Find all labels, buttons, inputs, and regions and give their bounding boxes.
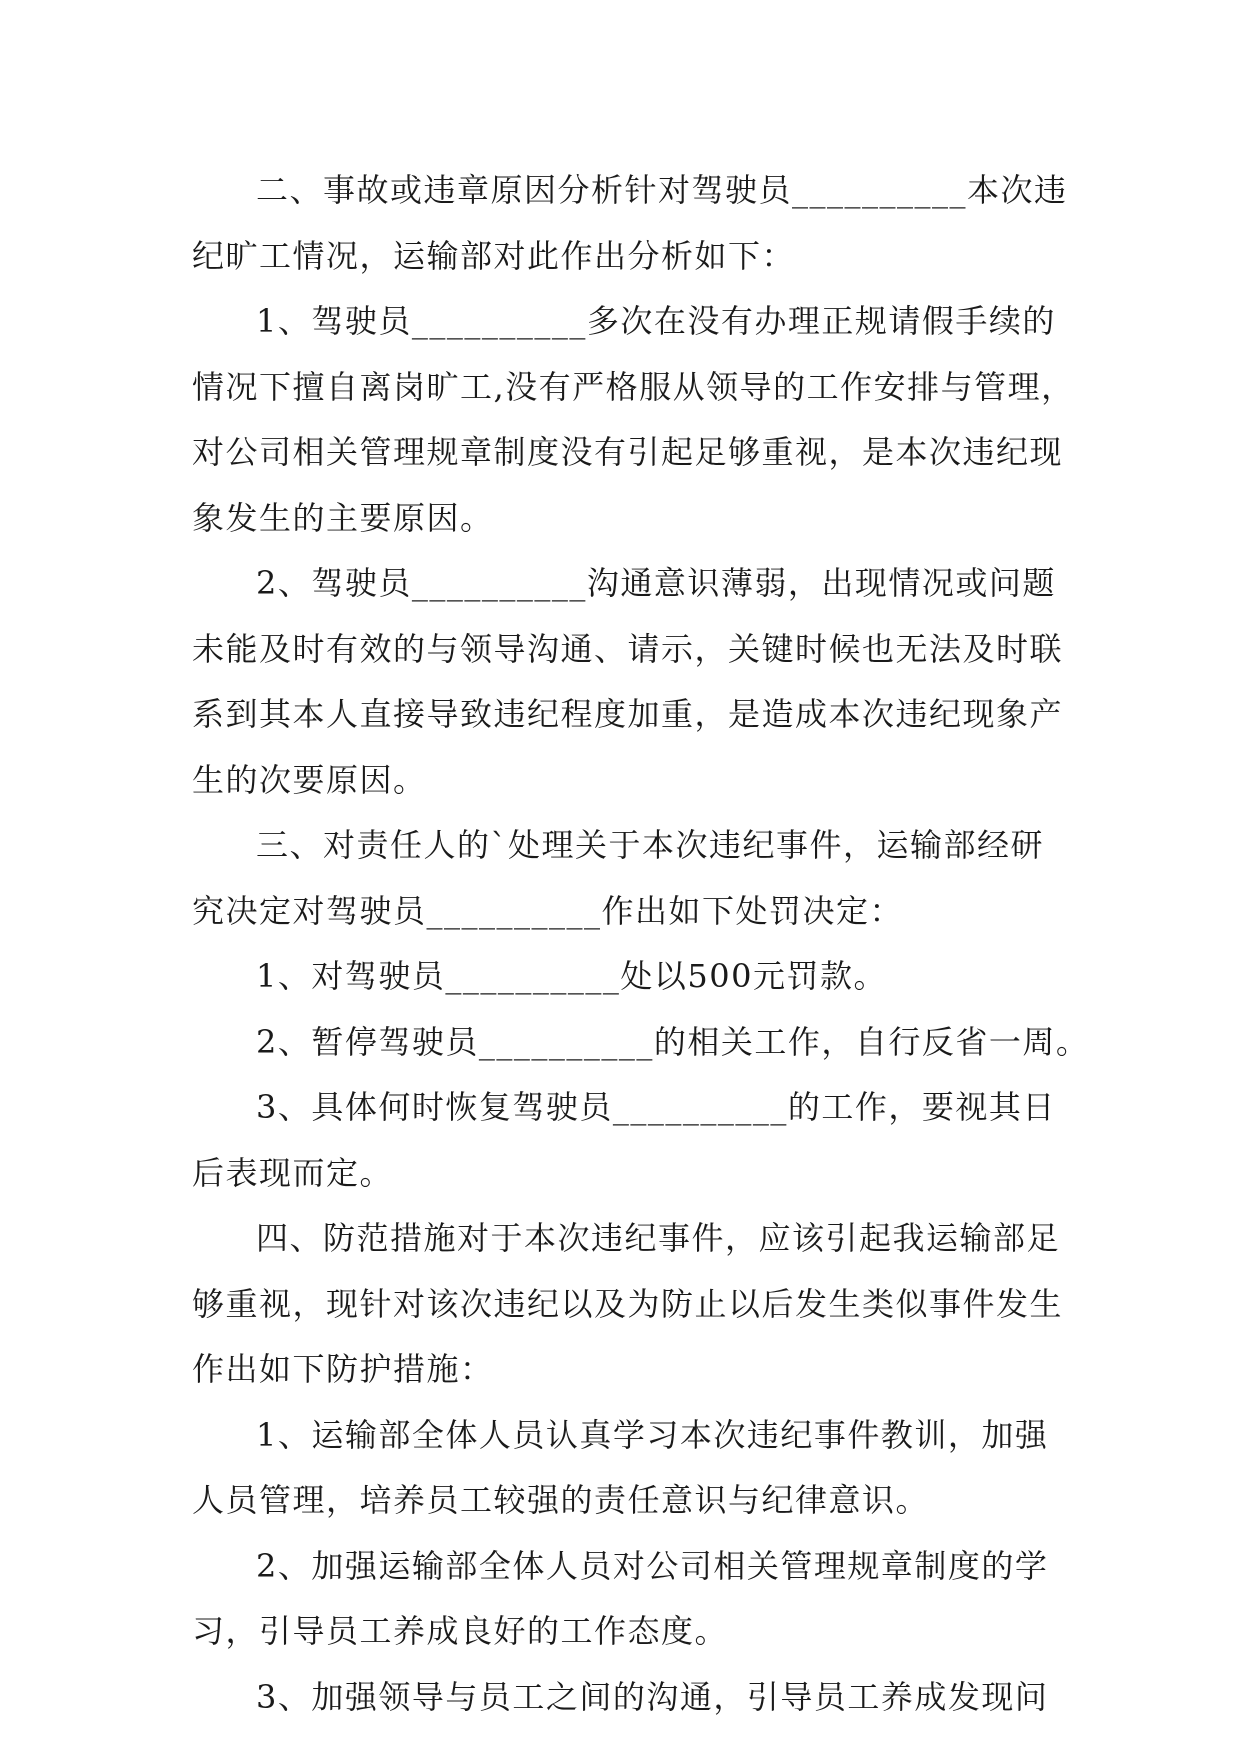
paragraph-line: 1、对驾驶员__________处以500元罚款。 (256, 957, 887, 995)
paragraph-line: 系到其本人直接导致违纪程度加重，是造成本次违纪现象产 (192, 695, 1064, 733)
paragraph-line: 1、驾驶员__________多次在没有办理正规请假手续的 (256, 302, 1056, 340)
paragraph-line: 后表现而定。 (192, 1153, 394, 1192)
paragraph-line: 生的次要原因。 (192, 760, 427, 799)
paragraph-line: 未能及时有效的与领导沟通、请示，关键时候也无法及时联 (192, 629, 1064, 668)
paragraph-line: 3、加强领导与员工之间的沟通，引导员工养成发现问 (256, 1677, 1049, 1716)
paragraph-line: 四、防范措施对于本次违纪事件，应该引起我运输部足 (256, 1219, 1061, 1257)
paragraph-line: 2、加强运输部全体人员对公司相关管理规章制度的学 (256, 1546, 1049, 1585)
paragraph-line: 2、暂停驾驶员__________的相关工作，自行反省一周。 (256, 1022, 1090, 1061)
paragraph-line: 够重视，现针对该次违纪以及为防止以后发生类似事件发生 (192, 1284, 1064, 1323)
paragraph-line: 人员管理，培养员工较强的责任意识与纪律意识。 (192, 1481, 930, 1519)
paragraph-line: 1、运输部全体人员认真学习本次违纪事件教训，加强 (256, 1415, 1049, 1454)
paragraph-line: 情况下擅自离岗旷工,没有严格服从领导的工作安排与管理， (192, 367, 1075, 406)
paragraph-line: 习，引导员工养成良好的工作态度。 (192, 1612, 729, 1650)
paragraph-line: 对公司相关管理规章制度没有引起足够重视，是本次违纪现 (192, 433, 1064, 471)
paragraph-line: 二、事故或违章原因分析针对驾驶员__________本次违 (256, 171, 1068, 209)
paragraph-line: 三、对责任人的`处理关于本次违纪事件，运输部经研 (256, 826, 1045, 864)
paragraph-line: 2、驾驶员__________沟通意识薄弱，出现情况或问题 (256, 564, 1056, 602)
paragraph-line: 纪旷工情况，运输部对此作出分析如下： (192, 236, 796, 275)
paragraph-line: 3、具体何时恢复驾驶员__________的工作，要视其日 (256, 1088, 1056, 1126)
paragraph-line: 象发生的主要原因。 (192, 498, 494, 537)
document-body (192, 158, 1090, 1730)
paragraph-line: 究决定对驾驶员__________作出如下处罚决定： (192, 891, 904, 930)
paragraph-line: 作出如下防护措施： (192, 1350, 494, 1388)
